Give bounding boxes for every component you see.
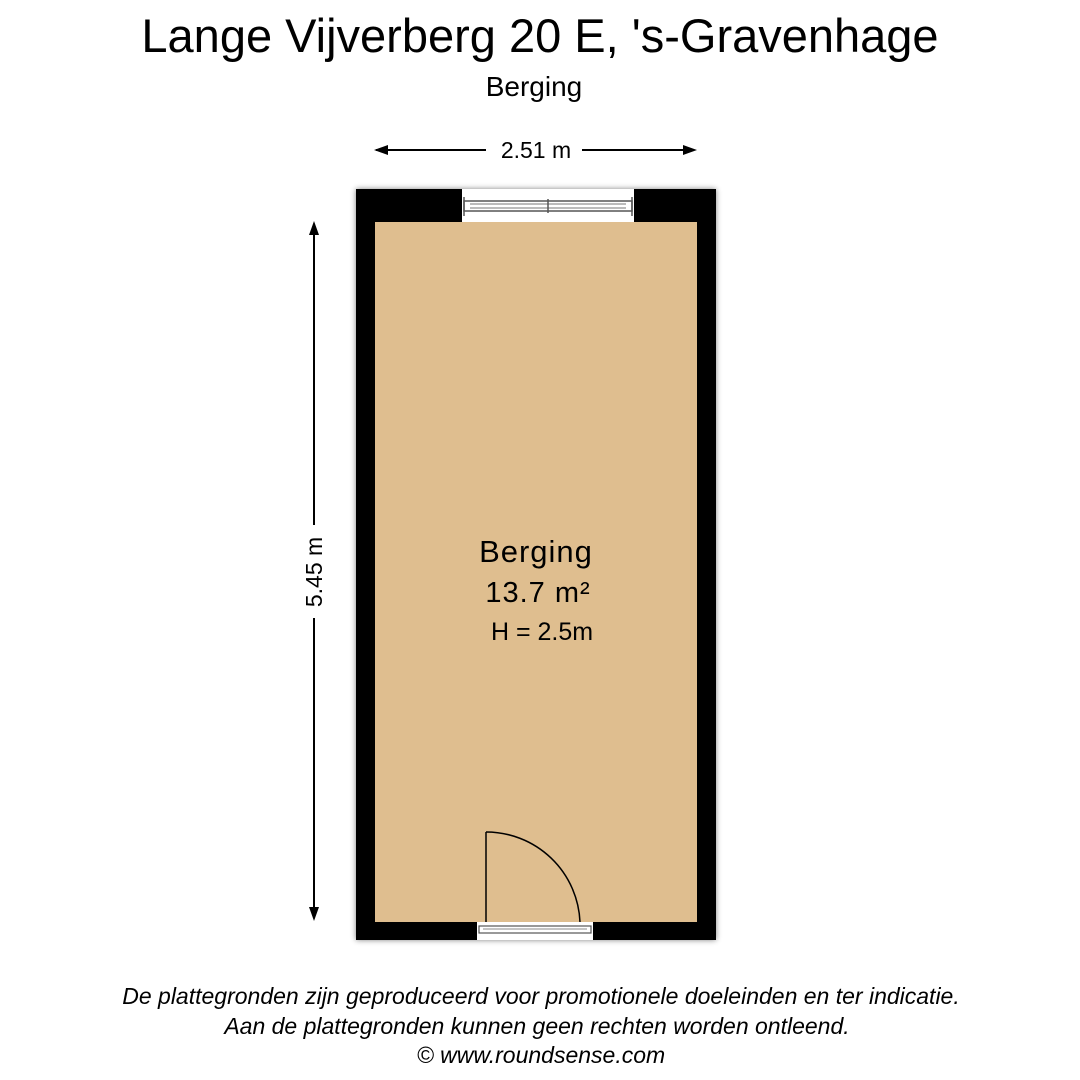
width-dimension-label: 2.51 m [500,137,572,163]
page-subtitle: Berging [485,71,583,102]
width-arrow-right-icon [683,145,697,155]
page-title: Lange Vijverberg 20 E, 's-Gravenhage [141,9,939,62]
height-arrow-up-icon [309,221,319,235]
copyright-line: © www.roundsense.com [416,1042,666,1068]
room-floor [375,222,697,922]
room-height-label: H = 2.5m [490,618,594,646]
disclaimer-line-2: Aan de plattegronden kunnen geen rechten worden ontleend. [224,1013,850,1039]
height-dimension-label: 5.45 m [301,536,327,608]
room-area-label: 13.7 m² [485,577,591,609]
width-dimension [374,137,697,163]
height-arrow-down-icon [309,907,319,921]
height-dimension [301,221,327,921]
room-name-label: Berging [479,534,593,569]
window [462,189,634,222]
width-arrow-left-icon [374,145,388,155]
disclaimer-line-1: De plattegronden zijn geproduceerd voor promotionele doeleinden en ter indicatie. [122,983,960,1009]
